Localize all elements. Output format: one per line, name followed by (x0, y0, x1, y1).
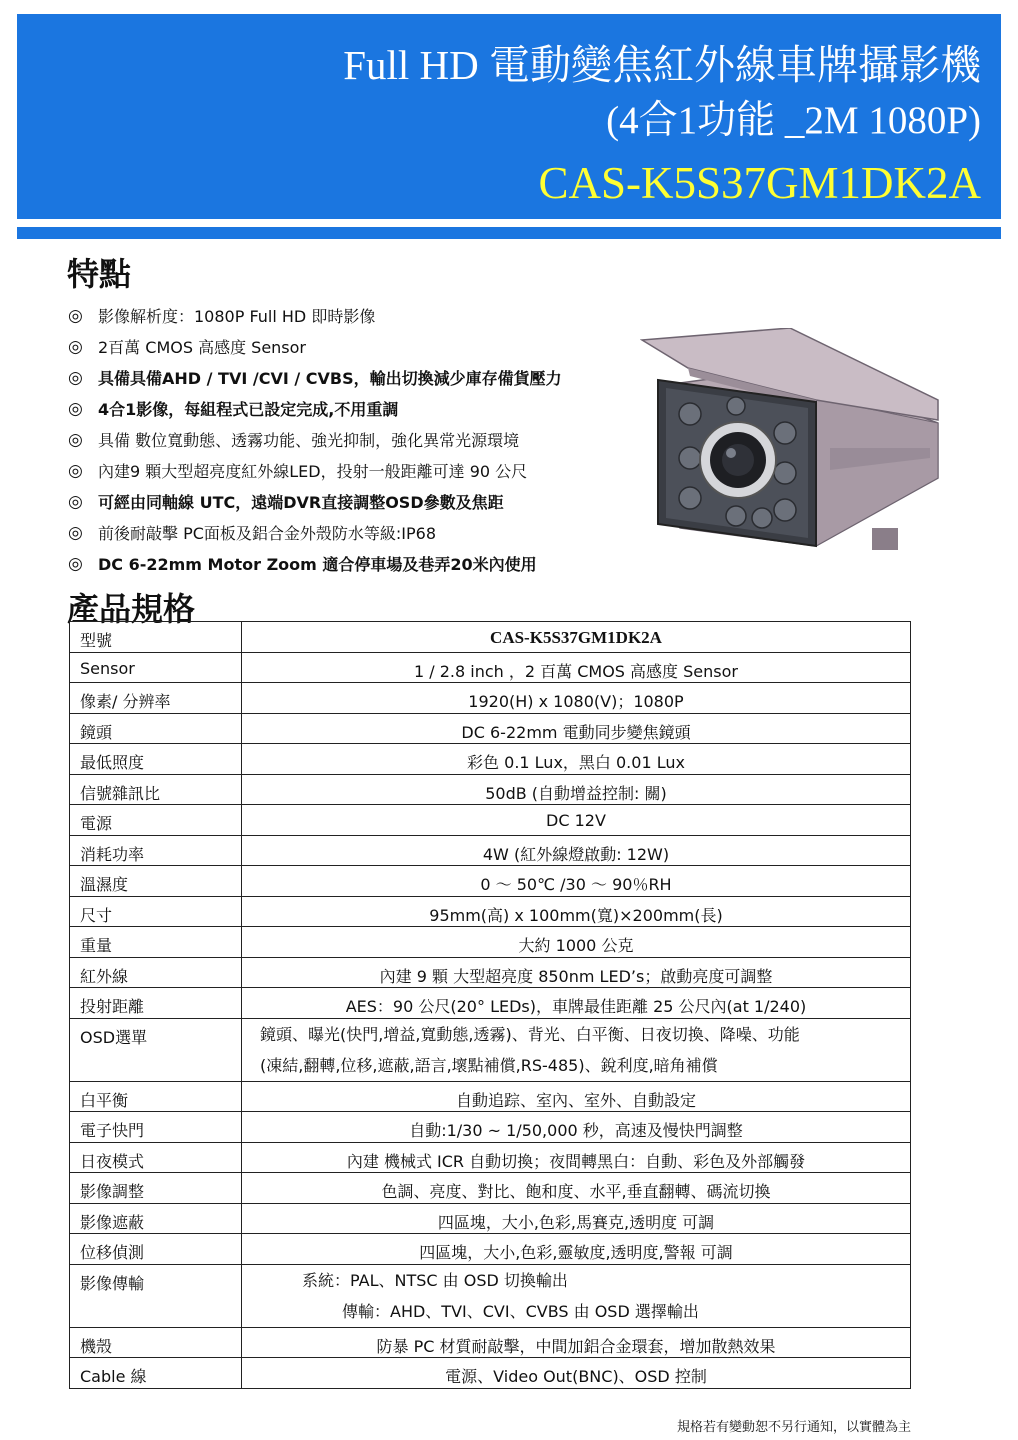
bullet-icon: ◎ (68, 336, 83, 357)
spec-value: 大約 1000 公克 (242, 927, 911, 958)
spec-value: 1 / 2.8 inch ，2 百萬 CMOS 高感度 Sensor (242, 652, 911, 683)
spec-value: AES：90 公尺(20° LEDs)，車牌最佳距離 25 公尺內(at 1/240) (242, 988, 911, 1019)
bullet-icon: ◎ (68, 460, 83, 481)
spec-row (70, 866, 911, 897)
spec-heading: 產品規格 (67, 590, 196, 628)
spec-row (70, 957, 911, 988)
spec-row (70, 1142, 911, 1173)
spec-label: 電源 (70, 805, 242, 836)
feature-text: 2百萬 CMOS 高感度 Sensor (98, 338, 307, 357)
spec-row (70, 1203, 911, 1234)
spec-value-line: 鏡頭、曝光(快門,增益,寬動態,透霧)、背光、白平衡、日夜切換、降噪、功能 (260, 1024, 800, 1044)
product-title: Full HD 電動變焦紅外線車牌攝影機 (343, 42, 981, 88)
spec-value: 95mm(高) x 100mm(寬)×200mm(長) (242, 896, 911, 927)
spec-label: 白平衡 (70, 1081, 242, 1112)
spec-label: 影像調整 (70, 1173, 242, 1204)
spec-label: 信號雜訊比 (70, 774, 242, 805)
spec-value (242, 1264, 911, 1327)
spec-label: 日夜模式 (70, 1142, 242, 1173)
features-list (68, 300, 628, 579)
bullet-icon: ◎ (68, 398, 83, 419)
bullet-icon: ◎ (68, 367, 83, 388)
footnote: 規格若有變動恕不另行通知，以實體為主 (676, 1420, 911, 1435)
spec-label: 電子快門 (70, 1112, 242, 1143)
spec-table (69, 621, 911, 1389)
spec-label: 影像遮蔽 (70, 1203, 242, 1234)
spec-row (70, 713, 911, 744)
spec-label: Sensor (70, 652, 242, 683)
spec-label: 紅外線 (70, 957, 242, 988)
feature-item (68, 424, 628, 455)
feature-text: 具備 數位寬動態、透霧功能、強光抑制，強化異常光源環境 (98, 431, 520, 450)
spec-value: 彩色 0.1 Lux，黑白 0.01 Lux (242, 744, 911, 775)
spec-value: DC 12V (242, 805, 911, 836)
feature-text: 具備具備AHD / TVI /CVI / CVBS，輸出切換減少庫存備貨壓力 (98, 369, 562, 388)
spec-row (70, 744, 911, 775)
spec-row (70, 774, 911, 805)
feature-text: 影像解析度：1080P Full HD 即時影像 (98, 307, 376, 326)
spec-label: Cable 線 (70, 1358, 242, 1389)
product-model: CAS-K5S37GM1DK2A (538, 158, 981, 208)
spec-row (70, 988, 911, 1019)
spec-row (70, 1018, 911, 1081)
spec-row (70, 1173, 911, 1204)
spec-label: 型號 (70, 622, 242, 653)
spec-value: 內建 9 顆 大型超亮度 850nm LED’s；啟動亮度可調整 (242, 957, 911, 988)
feature-text: 前後耐敲擊 PC面板及鋁合金外殼防水等級:IP68 (98, 524, 437, 543)
spec-value: CAS-K5S37GM1DK2A (242, 622, 911, 653)
feature-item (68, 548, 628, 579)
spec-label: 鏡頭 (70, 713, 242, 744)
spec-row (70, 1112, 911, 1143)
bullet-icon: ◎ (68, 522, 83, 543)
feature-text: DC 6-22mm Motor Zoom 適合停車場及巷弄20米內使用 (98, 555, 537, 574)
title-banner (17, 14, 1001, 219)
spec-row (70, 1358, 911, 1389)
banner-divider (17, 227, 1001, 239)
feature-item (68, 455, 628, 486)
bullet-icon: ◎ (68, 305, 83, 326)
spec-value-line: 系統：PAL、NTSC 由 OSD 切換輸出 (302, 1270, 568, 1290)
spec-row (70, 1234, 911, 1265)
bullet-icon: ◎ (68, 491, 83, 512)
feature-item (68, 300, 628, 331)
feature-item (68, 331, 628, 362)
spec-row (70, 835, 911, 866)
spec-label: 重量 (70, 927, 242, 958)
spec-label: 影像傳輸 (70, 1264, 242, 1327)
camera-image (640, 328, 942, 562)
feature-text: 內建9 顆大型超亮度紅外線LED，投射一般距離可達 90 公尺 (98, 462, 528, 481)
spec-value: 內建 機械式 ICR 自動切換；夜間轉黑白：自動、彩色及外部觸發 (242, 1142, 911, 1173)
spec-row (70, 1327, 911, 1358)
spec-label: 位移偵測 (70, 1234, 242, 1265)
spec-row (70, 1081, 911, 1112)
spec-row (70, 896, 911, 927)
spec-value (242, 1018, 911, 1081)
spec-label: 溫濕度 (70, 866, 242, 897)
spec-value-line: (凍結,翻轉,位移,遮蔽,語言,壞點補償,RS-485)、銳利度,暗角補償 (260, 1055, 718, 1075)
spec-label: 投射距離 (70, 988, 242, 1019)
feature-item (68, 362, 628, 393)
feature-item (68, 486, 628, 517)
spec-value: 電源、Video Out(BNC)、OSD 控制 (242, 1358, 911, 1389)
spec-row (70, 805, 911, 836)
spec-value: DC 6-22mm 電動同步變焦鏡頭 (242, 713, 911, 744)
spec-row (70, 927, 911, 958)
spec-row (70, 622, 911, 653)
spec-value: 0 ～ 50℃ /30 ～ 90％RH (242, 866, 911, 897)
spec-value: 色調、亮度、對比、飽和度、水平,垂直翻轉、碼流切換 (242, 1173, 911, 1204)
spec-label: OSD選單 (70, 1018, 242, 1081)
product-subtitle: (4合1功能 _2M 1080P) (606, 99, 981, 142)
spec-value: 四區塊，大小,色彩,馬賽克,透明度 可調 (242, 1203, 911, 1234)
spec-value: 1920(H) x 1080(V)；1080P (242, 683, 911, 714)
feature-item (68, 393, 628, 424)
spec-row (70, 652, 911, 683)
bullet-icon: ◎ (68, 553, 83, 574)
feature-text: 可經由同軸線 UTC，遠端DVR直接調整OSD參數及焦距 (98, 493, 504, 512)
spec-value-line: 傳輸：AHD、TVI、CVI、CVBS 由 OSD 選擇輸出 (342, 1301, 699, 1321)
spec-value: 4W (紅外線燈啟動: 12W) (242, 835, 911, 866)
bullet-icon: ◎ (68, 429, 83, 450)
spec-value: 自動追踪、室內、室外、自動設定 (242, 1081, 911, 1112)
spec-label: 機殼 (70, 1327, 242, 1358)
spec-label: 最低照度 (70, 744, 242, 775)
spec-value: 自動:1/30 ~ 1/50,000 秒，高速及慢快門調整 (242, 1112, 911, 1143)
feature-item (68, 517, 628, 548)
spec-label: 像素/ 分辨率 (70, 683, 242, 714)
spec-value: 四區塊，大小,色彩,靈敏度,透明度,警報 可調 (242, 1234, 911, 1265)
spec-row (70, 1264, 911, 1327)
spec-value: 50dB (自動增益控制: 關) (242, 774, 911, 805)
spec-value: 防暴 PC 材質耐敲擊，中間加鋁合金環套，增加散熱效果 (242, 1327, 911, 1358)
spec-row (70, 683, 911, 714)
features-heading: 特點 (67, 255, 132, 293)
spec-label: 消耗功率 (70, 835, 242, 866)
spec-label: 尺寸 (70, 896, 242, 927)
feature-text: 4合1影像，每組程式已設定完成,不用重調 (98, 400, 399, 419)
